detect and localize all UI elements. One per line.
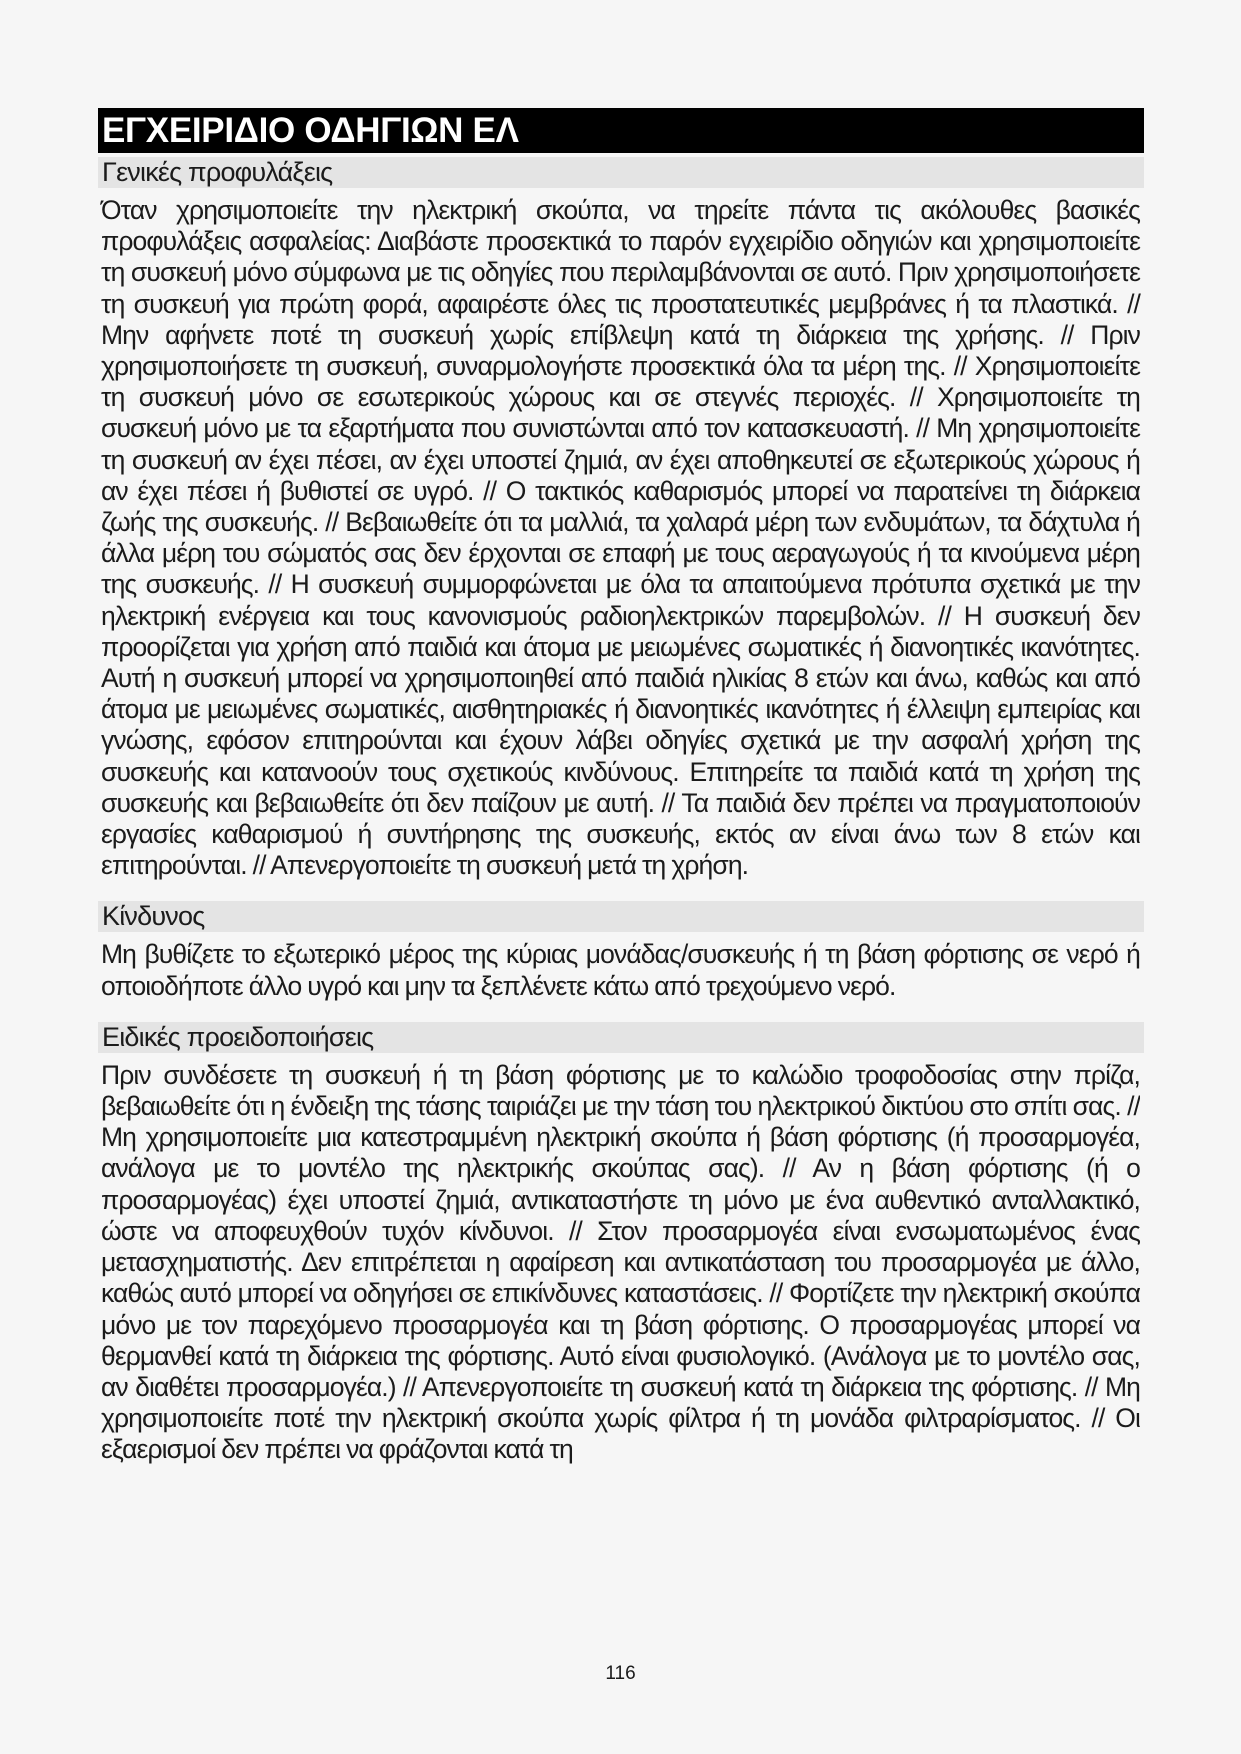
general-precautions-text: Όταν χρησιμοποιείτε την ηλεκτρική σκούπα, να τηρείτε πάντα τις ακόλουθες βασικές προφυλάξεις ασφαλείας: Διαβάστε προσεκτικά το παρόν εγχειρίδιο οδηγιών και χρησιμοποιείτε τη συσκευή μόνο σύμφωνα με τις οδηγίες που περιλαμβάνονται σε αυτό. Πριν χρησιμοποιήσετε τη συσκευή για πρώτη φορά, αφαιρέστε όλες τις προστατευτικές μεμβράνες ή τα πλαστικά. // Μην αφήνετε ποτέ τη συσκευή χωρίς επίβλεψη κατά τη διάρκεια της χρήσης. // Πριν χρησιμοποιήσετε τη συσκευή, συναρμολογήστε προσεκτικά όλα τα μέρη της. // Χρησιμοποιείτε τη συσκευή μόνο σε εσωτερικούς χώρους και σε στεγνές περιοχές. // Χρησιμοποιείτε τη συσκευή μόνο με τα εξαρτήματα που συνιστώνται από τον κατασκευαστή. // Μη χρησιμοποιείτε τη συσκευή αν έχει πέσει, αν έχει υποστεί ζημιά, αν έχει αποθηκευτεί σε εξωτερικούς χώρους ή αν έχει πέσει ή βυθιστεί σε υγρό. // Ο τακτικός καθαρισμός μπορεί να παρατείνει τη διάρκεια ζωής της συσκευής. // Βεβαιωθείτε ότι τα μαλλιά, τα χαλαρά μέρη των ενδυμάτων, τα δάχτυλα ή άλλα μέρη του σώματός σας δεν έρχονται σε επαφή με τους αεραγωγούς ή τα κινούμενα μέρη της συσκευής. // Η συσκευή συμμορφώνεται με όλα τα απαιτούμενα πρότυπα σχετικά με την ηλεκτρική ενέργεια και τους κανονισμούς ραδιοηλεκτρικών παρεμβολών. // Η συσκευή δεν προορίζεται για χρήση από παιδιά και άτομα με μειωμένες σωματικές ή διανοητικές ικανότητες. Αυτή η συσκευή μπορεί να χρησιμοποιηθεί από παιδιά ηλικίας 8 ετών και άνω, καθώς και από άτομα με μειωμένες σωματικές, αισθητηριακές ή διανοητικές ικανότητες ή έλλειψη εμπειρίας και γνώσης, εφόσον επιτηρούνται και έχουν λάβει οδηγίες σχετικά με την ασφαλή χρήση της συσκευής και κατανοούν τους σχετικούς κινδύνους. Επιτηρείτε τα παιδιά κατά τη χρήση της συσκευής και βεβαιωθείτε ότι δεν παίζουν με αυτή. // Τα παιδιά δεν πρέπει να πραγματοποιούν εργασίες καθαρισμού ή συντήρησης της συσκευής, εκτός αν είναι άνω των 8 ετών και επιτηρούνται. // Απενεργοποιείτε τη συσκευή μετά τη χρήση. [101, 195, 1140, 881]
manual-title: ΕΓΧΕΙΡΙΔΙΟ ΟΔΗΓΙΩΝ ΕΛ [98, 108, 1144, 153]
section-heading-danger: Κίνδυνος [98, 901, 1144, 932]
section-heading-special-warnings: Ειδικές προειδοποιήσεις [98, 1022, 1144, 1053]
section-heading-general-precautions: Γενικές προφυλάξεις [98, 157, 1144, 188]
page-number: 116 [605, 1663, 636, 1684]
danger-text: Μη βυθίζετε το εξωτερικό μέρος της κύριας μονάδας/συσκευής ή τη βάση φόρτισης σε νερό ή οποιοδήποτε άλλο υγρό και μην τα ξεπλένετε κάτω από τρεχούμενο νερό. [101, 939, 1140, 1001]
special-warnings-text: Πριν συνδέσετε τη συσκευή ή τη βάση φόρτισης με το καλώδιο τροφοδοσίας στην πρίζα, βεβαιωθείτε ότι η ένδειξη της τάσης ταιριάζει με την τάση του ηλεκτρικού δικτύου στο σπίτι σας. // Μη χρησιμοποιείτε μια κατεστραμμένη ηλεκτρική σκούπα ή βάση φόρτισης (ή προσαρμογέα, ανάλογα με το μοντέλο της ηλεκτρικής σκούπας σας). // Αν η βάση φόρτισης (ή ο προσαρμογέας) έχει υποστεί ζημιά, αντικαταστήστε τη μόνο με ένα αυθεντικό ανταλλακτικό, ώστε να αποφευχθούν τυχόν κίνδυνοι. // Στον προσαρμογέα είναι ενσωματωμένος ένας μετασχηματιστής. Δεν επιτρέπεται η αφαίρεση και αντικατάσταση του προσαρμογέα με άλλο, καθώς αυτό μπορεί να οδηγήσει σε επικίνδυνες καταστάσεις. // Φορτίζετε την ηλεκτρική σκούπα μόνο με τον παρεχόμενο προσαρμογέα και τη βάση φόρτισης. Ο προσαρμογέας μπορεί να θερμανθεί κατά τη διάρκεια της φόρτισης. Αυτό είναι φυσιολογικό. (Ανάλογα με το μοντέλο σας, αν διαθέτει προσαρμογέα.) // Απενεργοποιείτε τη συσκευή κατά τη διάρκεια της φόρτισης. // Μη χρησιμοποιείτε ποτέ την ηλεκτρική σκούπα χωρίς φίλτρα ή τη μονάδα φιλτραρίσματος. // Οι εξαερισμοί δεν πρέπει να φράζονται κατά τη [101, 1059, 1140, 1465]
